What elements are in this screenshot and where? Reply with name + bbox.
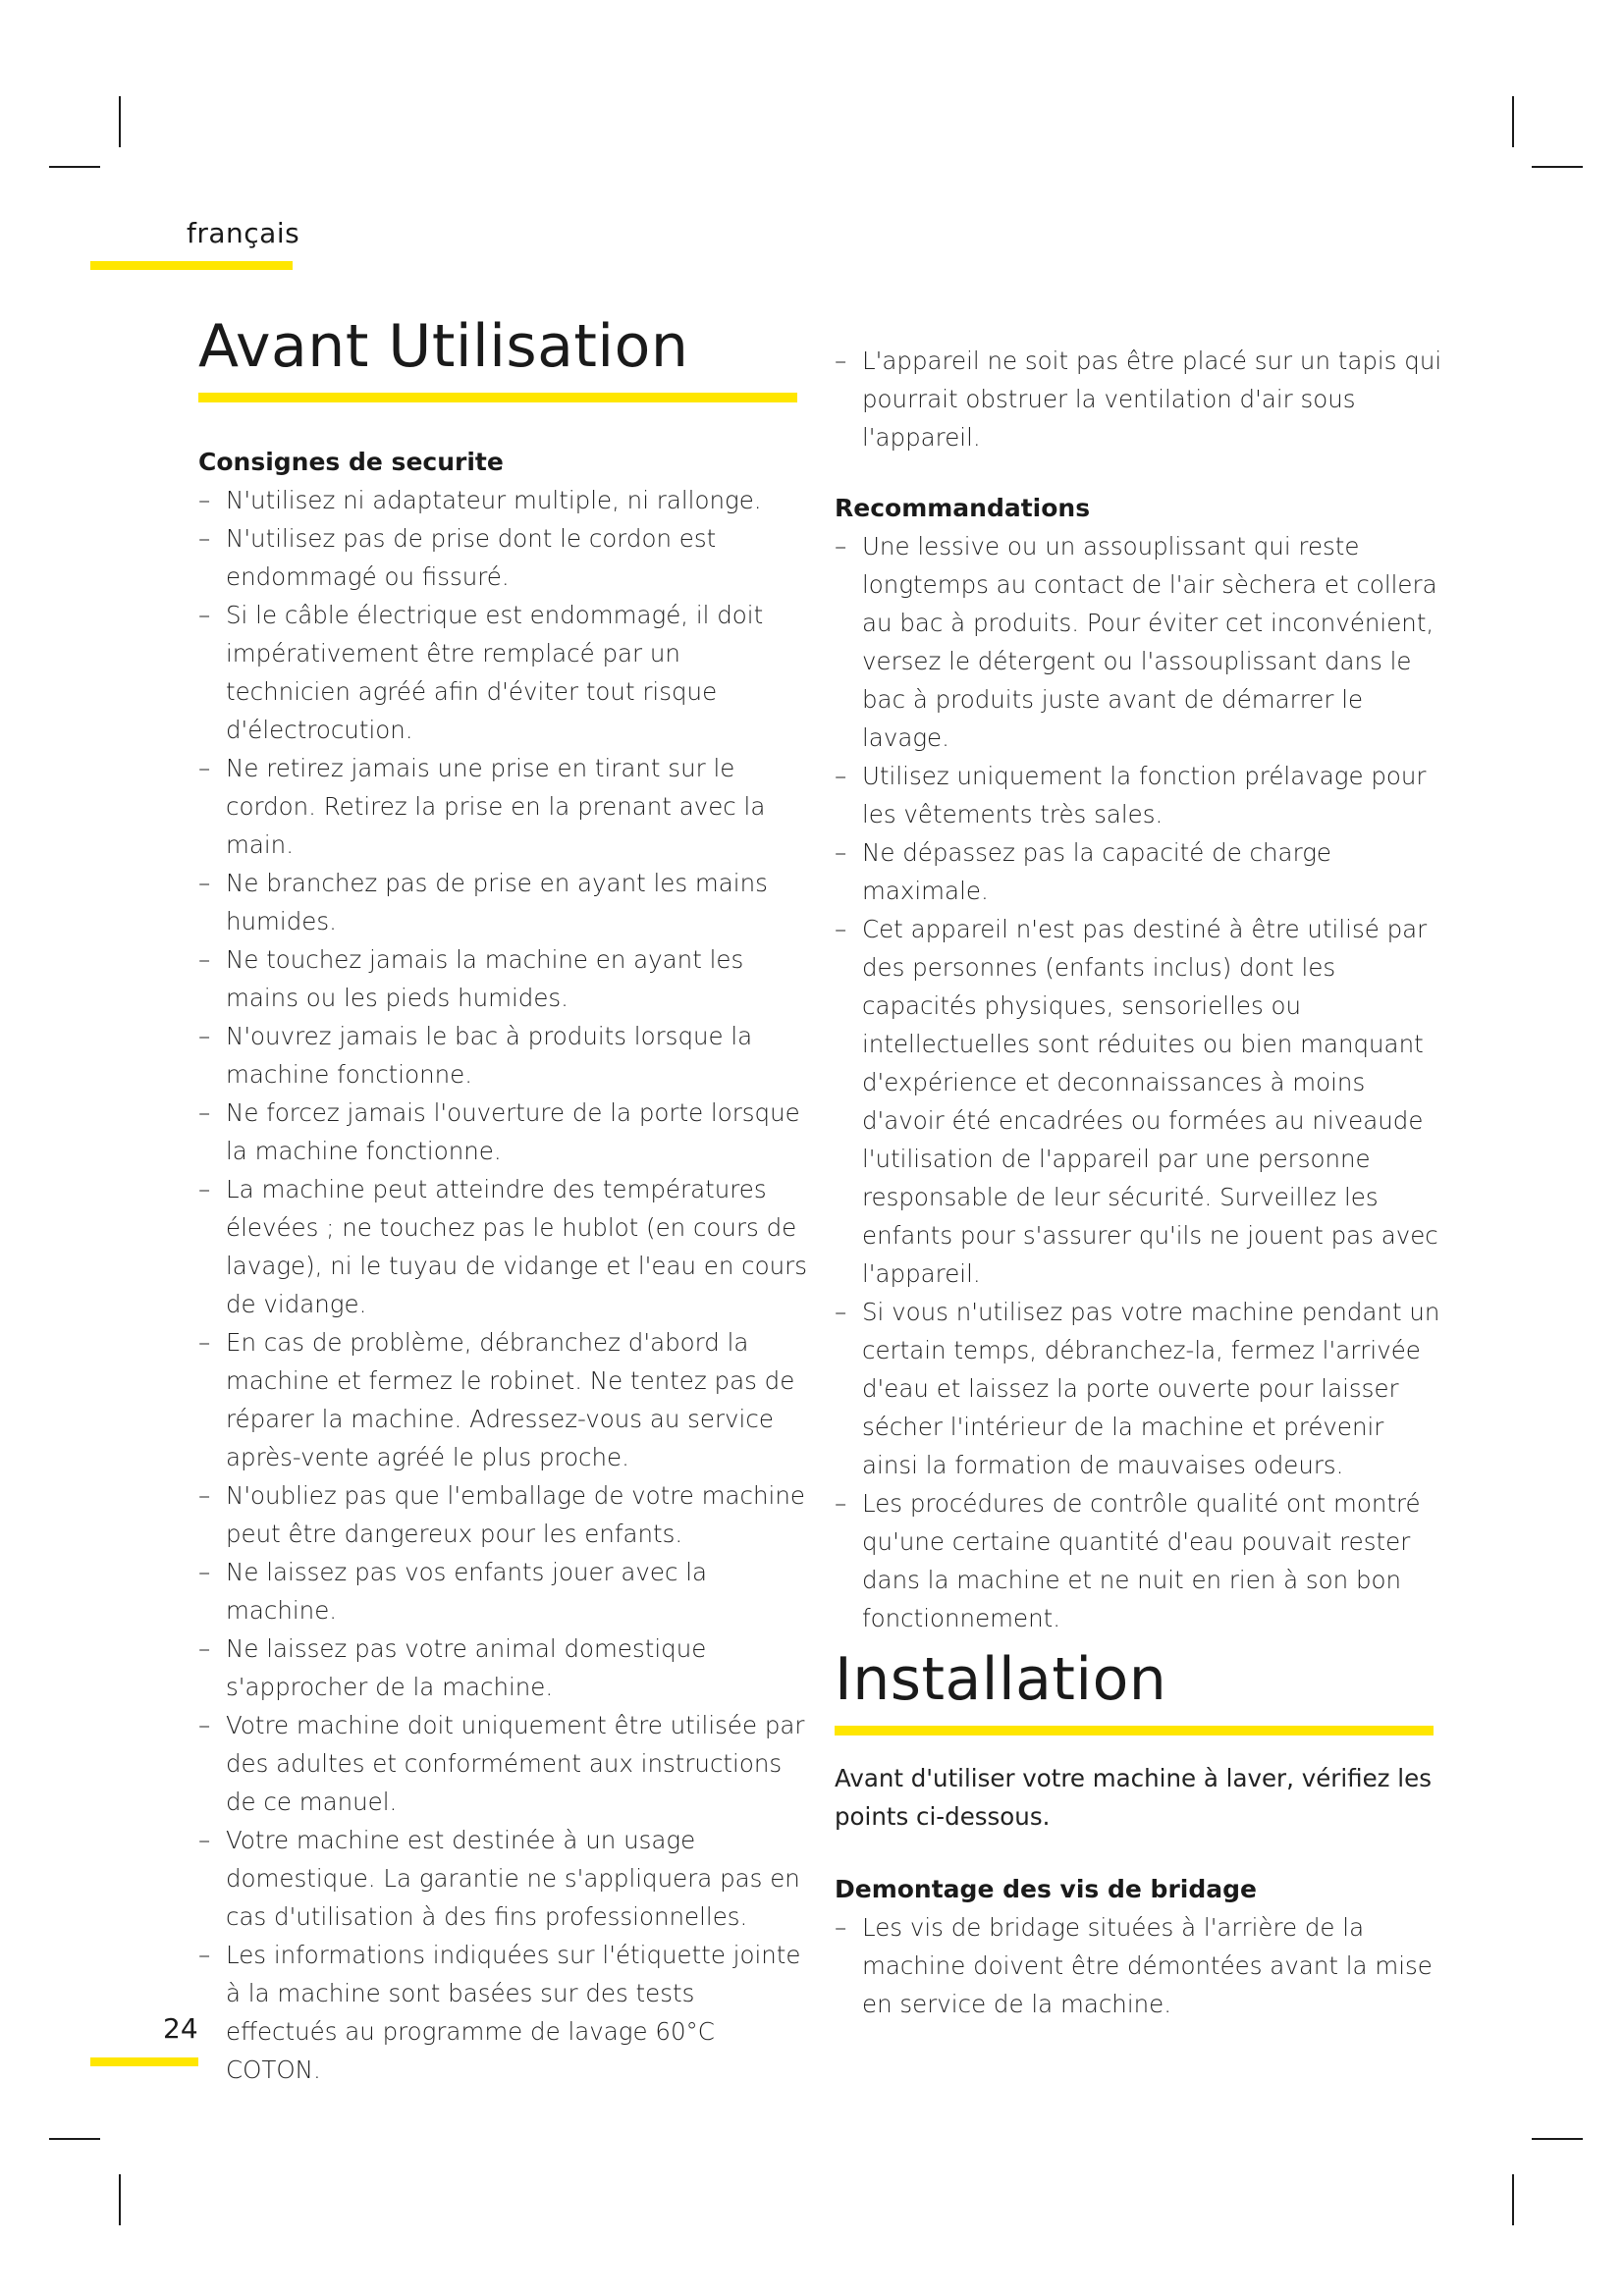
crop-mark [1512, 2174, 1514, 2225]
crop-mark [49, 166, 100, 168]
page-number-underline [90, 2057, 198, 2066]
list-item: – Les vis de bridage situées à l'arrière de la machine doivent être démontées avant la mise en service de la machine. [835, 1908, 1443, 2023]
list-item: – La machine peut atteindre des températures élevées ; ne touchez pas le hublot (en cours de lavage), ni le tuyau de vidange et l'eau en cours de vidange. [198, 1170, 807, 1323]
crop-mark [119, 96, 121, 147]
bolts-list [835, 1908, 1443, 2023]
list-item: – Votre machine est destinée à un usage domestique. La garantie ne s'appliquera pas en cas d'utilisation à des fins professionnelles. [198, 1821, 807, 1936]
list-item: – Ne laissez pas votre animal domestique s'approcher de la machine. [198, 1629, 807, 1706]
list-item: – Les informations indiquées sur l'étiquette jointe à la machine sont basées sur des tests effectués au programme de lavage 60°C COTON. [198, 1936, 807, 2089]
list-item: – N'oubliez pas que l'emballage de votre machine peut être dangereux pour les enfants. [198, 1476, 807, 1553]
left-column [198, 312, 807, 2089]
list-item: – Une lessive ou un assouplissant qui reste longtemps au contact de l'air sèchera et collera au bac à produits. Pour éviter cet inconvénient, versez le détergent ou l'assouplissant dans le bac à produits juste avant de démarrer le lavage. [835, 527, 1443, 757]
right-column [835, 342, 1443, 2023]
language-underline [90, 261, 293, 270]
list-item: – Les procédures de contrôle qualité ont montré qu'une certaine quantité d'eau pouvait rester dans la machine et ne nuit en rien à son bon fonctionnement. [835, 1484, 1443, 1637]
page-number: 24 [163, 2012, 198, 2045]
crop-mark [119, 2174, 121, 2225]
crop-mark [1532, 2138, 1583, 2140]
title-underline [198, 393, 797, 402]
list-item: – Utilisez uniquement la fonction prélavage pour les vêtements très sales. [835, 757, 1443, 833]
crop-mark [1512, 96, 1514, 147]
list-item: – Ne branchez pas de prise en ayant les mains humides. [198, 864, 807, 940]
list-item: – Si vous n'utilisez pas votre machine pendant un certain temps, débranchez-la, fermez l'arrivée d'eau et laissez la porte ouverte pour laisser sécher l'intérieur de la machine et prévenir ainsi la formation de mauvaises odeurs. [835, 1293, 1443, 1484]
safety-heading: Consignes de securite [198, 448, 504, 476]
title-underline [835, 1726, 1434, 1735]
list-item: – N'utilisez pas de prise dont le cordon est endommagé ou fissuré. [198, 519, 807, 596]
section-title-avant-utilisation: Avant Utilisation [198, 312, 689, 381]
carpet-list [835, 342, 1443, 456]
recommendations-heading: Recommandations [835, 494, 1091, 522]
bolts-heading: Demontage des vis de bridage [835, 1875, 1257, 1903]
installation-intro: Avant d'utiliser votre machine à laver, vérifiez les points ci-dessous. [835, 1764, 1432, 1831]
list-item: – N'ouvrez jamais le bac à produits lorsque la machine fonctionne. [198, 1017, 807, 1094]
section-title-installation: Installation [835, 1645, 1167, 1714]
list-item: – L'appareil ne soit pas être placé sur un tapis qui pourrait obstruer la ventilation d'air sous l'appareil. [835, 342, 1443, 456]
list-item: – Cet appareil n'est pas destiné à être utilisé par des personnes (enfants inclus) dont les capacités physiques, sensorielles ou intellectuelles sont réduites ou bien manquant d'expérience et deconnaissances à moins d'avoir été encadrées ou formées au niveaude l'utilisation de l'appareil par une personne responsable de leur sécurité. Surveillez les enfants pour s'assurer qu'ils ne jouent pas avec l'appareil. [835, 910, 1443, 1293]
list-item: – Ne retirez jamais une prise en tirant sur le cordon. Retirez la prise en la prenant avec la main. [198, 749, 807, 864]
list-item: – Ne laissez pas vos enfants jouer avec la machine. [198, 1553, 807, 1629]
list-item: – En cas de problème, débranchez d'abord la machine et fermez le robinet. Ne tentez pas de réparer la machine. Adressez-vous au service après-vente agréé le plus proche. [198, 1323, 807, 1476]
crop-mark [1532, 166, 1583, 168]
language-label: français [187, 217, 300, 249]
safety-list [198, 481, 807, 2089]
recommendations-list [835, 527, 1443, 1637]
list-item: – Ne touchez jamais la machine en ayant les mains ou les pieds humides. [198, 940, 807, 1017]
list-item: – Si le câble électrique est endommagé, il doit impérativement être remplacé par un technicien agréé afin d'éviter tout risque d'électrocution. [198, 596, 807, 749]
crop-mark [49, 2138, 100, 2140]
list-item: – Votre machine doit uniquement être utilisée par des adultes et conformément aux instructions de ce manuel. [198, 1706, 807, 1821]
list-item: – Ne forcez jamais l'ouverture de la porte lorsque la machine fonctionne. [198, 1094, 807, 1170]
list-item: – Ne dépassez pas la capacité de charge maximale. [835, 833, 1443, 910]
list-item: – N'utilisez ni adaptateur multiple, ni rallonge. [198, 481, 807, 519]
